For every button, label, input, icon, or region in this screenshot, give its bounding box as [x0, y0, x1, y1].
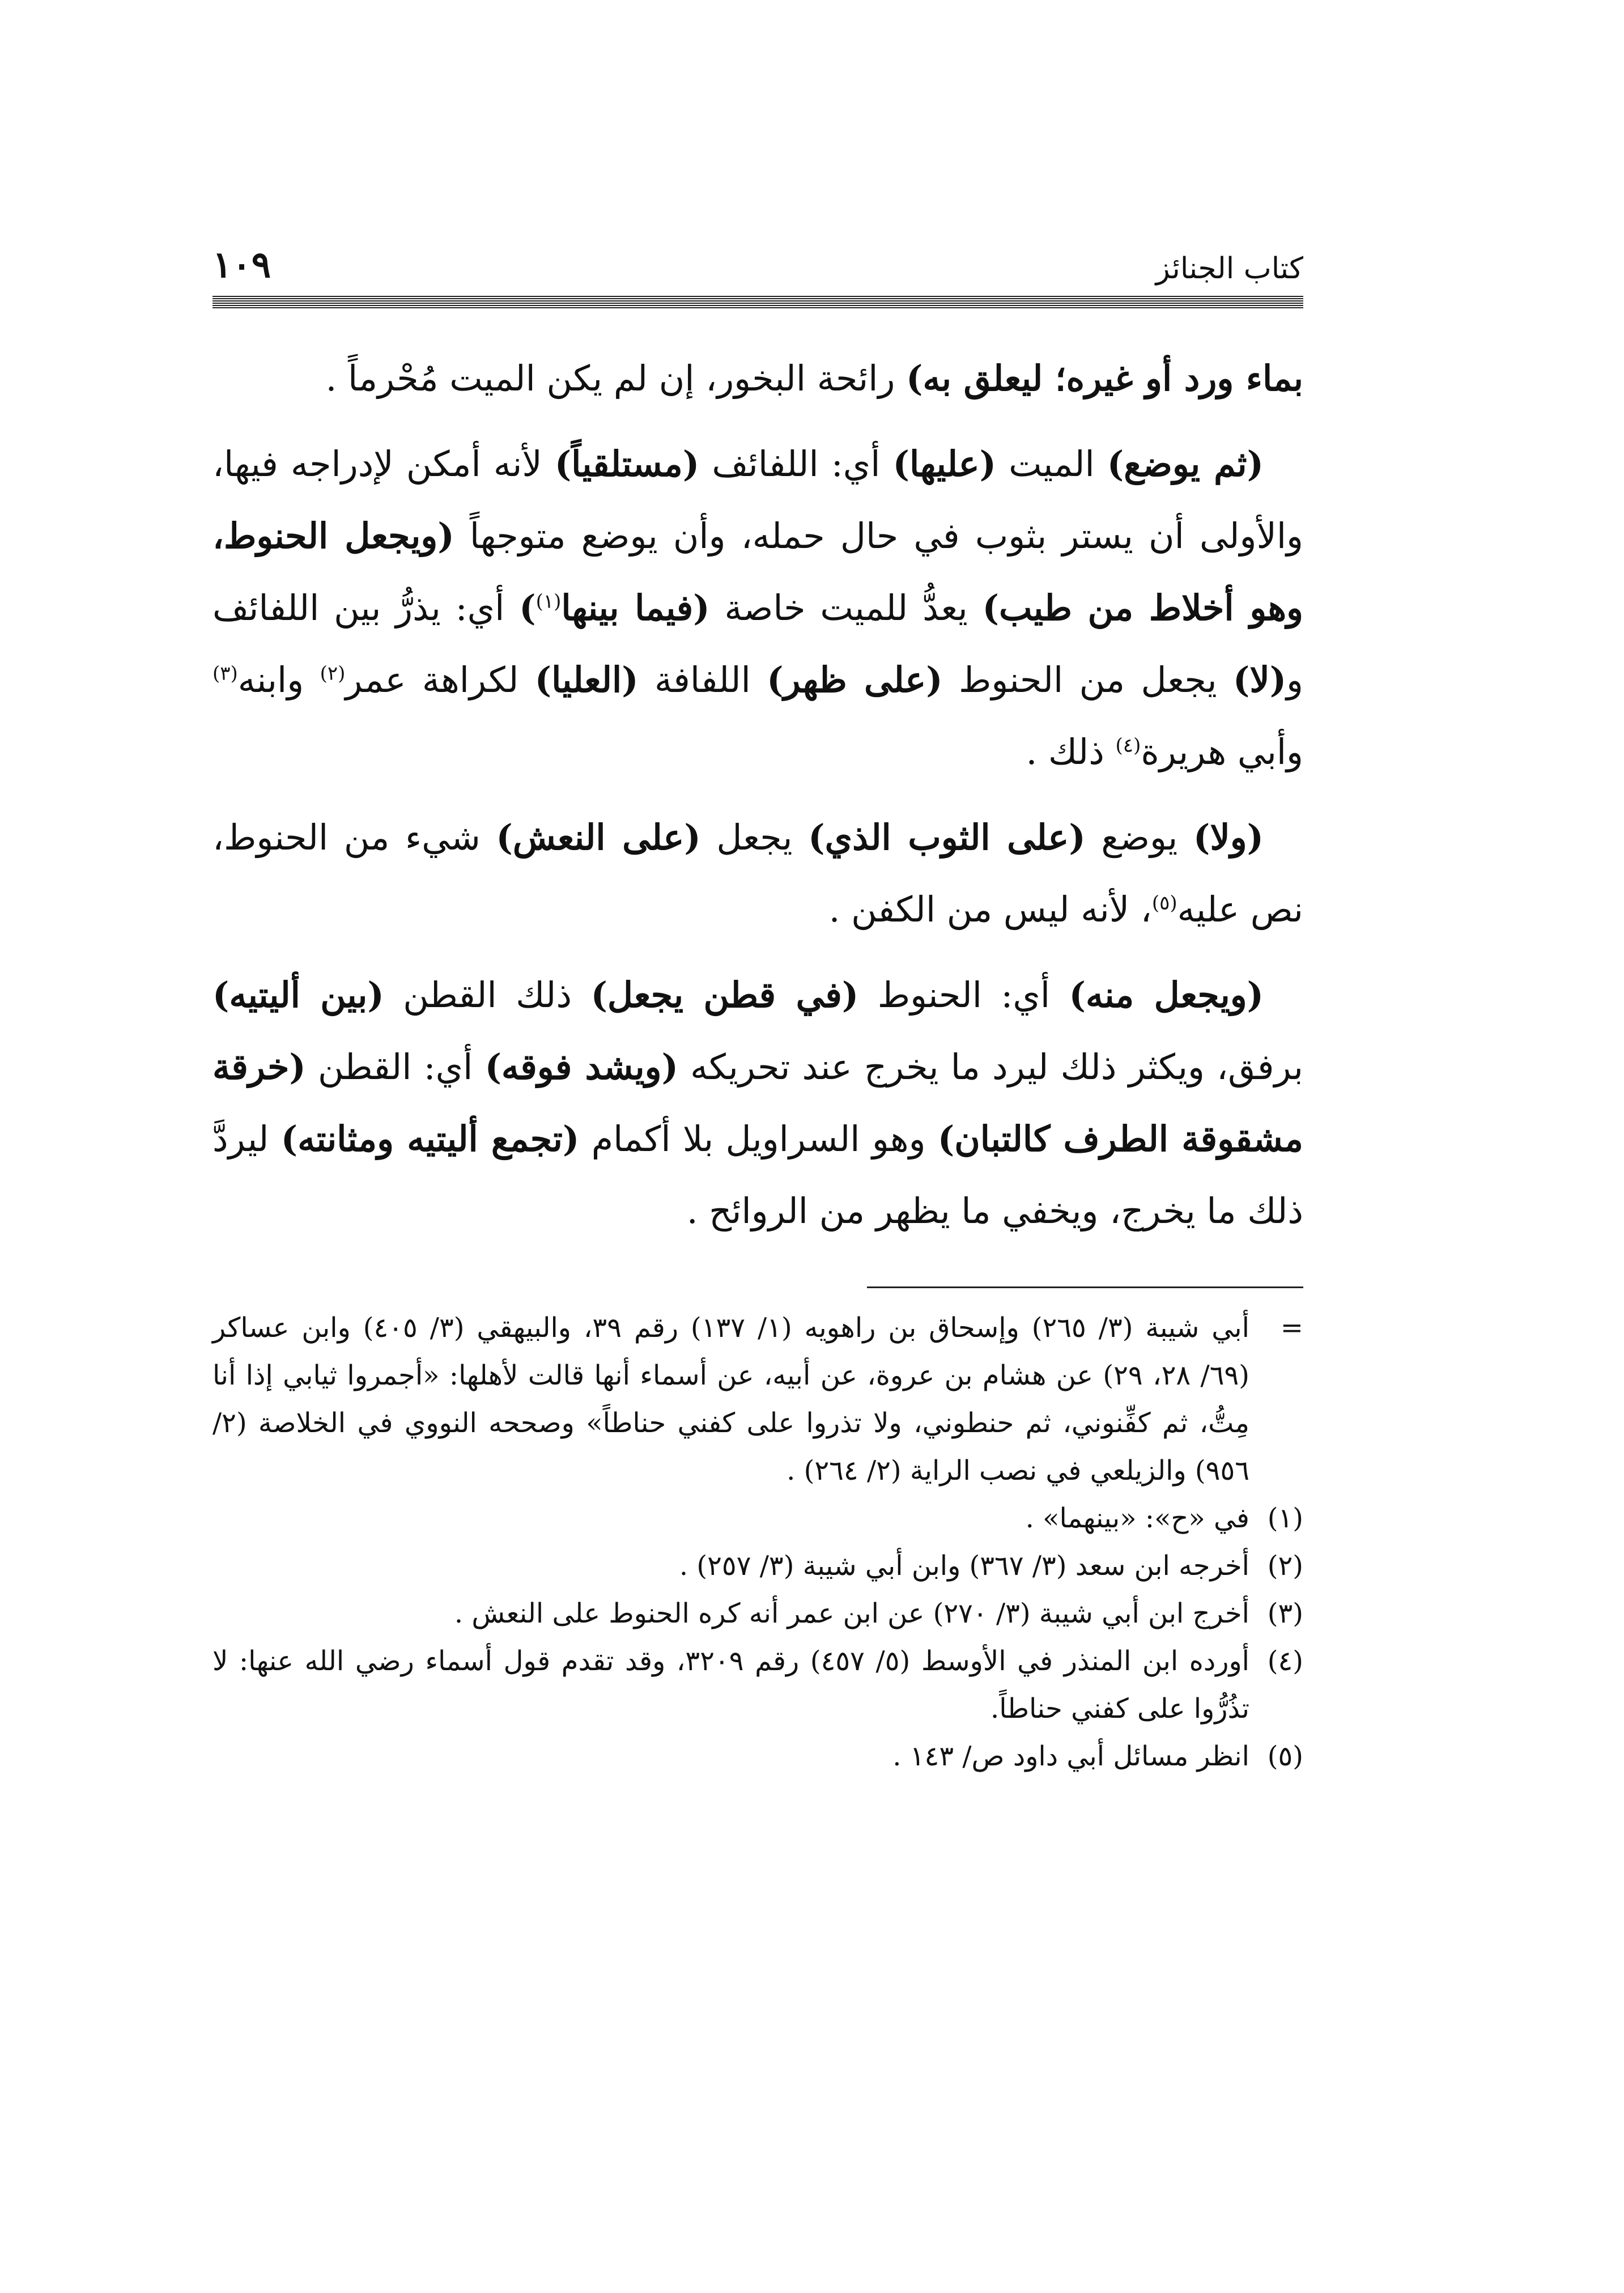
sharh-text: وابنه: [237, 659, 320, 700]
book-page: [212, 232, 1303, 1780]
footnote-1: [212, 1494, 1303, 1542]
footnote-4: [212, 1637, 1303, 1733]
footnote-5: [212, 1733, 1303, 1780]
footnote-mark: =: [1280, 1312, 1303, 1344]
matn-text: (عليها): [892, 443, 997, 485]
matn-text: (تجمع أليتيه ومثانته): [280, 1118, 580, 1160]
main-text: [212, 342, 1303, 1247]
footnote-mark: (٤): [1267, 1645, 1303, 1677]
matn-text: (فيما بينها: [561, 587, 710, 629]
footnote-mark: (٥): [1267, 1740, 1303, 1772]
matn-text: (في قطن يجعل): [590, 974, 859, 1016]
footnote-separator: [867, 1286, 1303, 1288]
matn-text: (ويجعل منه): [1069, 974, 1264, 1016]
footnote-2: [212, 1542, 1303, 1590]
sharh-text: لكراهة عمر: [345, 659, 535, 700]
footnote-text: انظر مسائل أبي داود ص/ ١٤٣ .: [892, 1740, 1249, 1772]
matn-text: (بين أليتيه): [212, 974, 384, 1016]
paragraph-4: [212, 959, 1303, 1247]
footnote-continuation: [212, 1304, 1303, 1494]
footnote-ref-4[interactable]: (٤): [1115, 734, 1141, 757]
sharh-text: أي: يذرُّ بين اللفائف و: [212, 587, 1303, 700]
sharh-text: أي: اللفائف: [699, 443, 893, 485]
sharh-text: يوضع: [1085, 817, 1193, 858]
footnote-text: أبي شيبة (٣/ ٢٦٥) وإسحاق بن راهويه (١/ ١٣٧) رقم ٣٩، والبيهقي (٣/ ٤٠٥) وابن عساكر (٦٩/ ٢٨، ٢٩) عن هشام بن عروة، عن أبيه، عن أسماء أنها قالت لأهلها: «أجمروا ثيابي إذا أنا مِتُّ، ثم كفِّنوني، ثم حنطوني، ولا تذروا على كفني حناطاً» وصححه النووي في الخلاصة (٢/ ٩٥٦) والزيلعي في نصب الراية (٢/ ٢٦٤) .: [212, 1312, 1250, 1487]
sharh-text: ذلك القطن: [384, 974, 591, 1016]
matn-text: (ويشد فوقه): [484, 1046, 678, 1088]
footnote-ref-2[interactable]: (٢): [320, 662, 346, 685]
matn-text: (لا): [1233, 659, 1287, 700]
matn-text: (ولا): [1193, 817, 1264, 858]
book-title: كتاب الجنائز: [1155, 252, 1303, 286]
page-number: ١٠٩: [212, 244, 271, 286]
matn-text: (على الثوب الذي): [808, 817, 1086, 858]
footnote-text: أخرج ابن أبي شيبة (٣/ ٢٧٠) عن ابن عمر أنه كره الحنوط على النعش .: [454, 1598, 1249, 1629]
sharh-text: ، لأنه ليس من الكفن .: [828, 889, 1152, 930]
matn-text: بماء ورد أو غيره؛ ليعلق به): [906, 358, 1303, 399]
footnote-text: أورده ابن المنذر في الأوسط (٥/ ٤٥٧) رقم ٣٢٠٩، وقد تقدم قول أسماء رضي الله عنها: لا تذُرُّوا على كفني حناطاً.: [212, 1645, 1250, 1725]
footnote-text: في «ح»: «بينهما» .: [1025, 1502, 1249, 1534]
sharh-text: وأبي هريرة: [1141, 731, 1303, 772]
sharh-text: أي: القطن: [305, 1046, 485, 1088]
matn-text: (العليا): [534, 659, 639, 700]
sharh-text: ذلك .: [1026, 731, 1116, 772]
matn-text: (خرقة مشقوقة الطرف كالتبان): [212, 1046, 1303, 1160]
sharh-text: ليردَّ ذلك ما يخرج، ويخفي ما يظهر من الروائح .: [212, 1118, 1303, 1232]
matn-text: (ثم يوضع): [1107, 443, 1264, 485]
sharh-text: شيء من الحنوط، نص عليه: [212, 817, 1303, 930]
paragraph-1: [212, 342, 1303, 414]
sharh-text: لأنه أمكن لإدراجه فيها، والأولى أن يستر بثوب في حال حمله، وأن يوضع متوجهاً: [212, 443, 1303, 557]
running-head: [212, 232, 1303, 286]
matn-text: (على ظهر): [767, 659, 943, 700]
footnote-ref-3[interactable]: (٣): [212, 662, 238, 685]
header-rule: [212, 296, 1303, 308]
footnote-mark: (٣): [1267, 1598, 1303, 1629]
matn-text: (على النعش): [496, 817, 701, 858]
sharh-text: الميت: [996, 443, 1107, 485]
footnote-mark: (٢): [1267, 1550, 1303, 1582]
sharh-text: يعدُّ للميت خاصة: [709, 587, 983, 629]
footnote-ref-5[interactable]: (٥): [1151, 891, 1177, 915]
footnote-text: أخرجه ابن سعد (٣/ ٣٦٧) وابن أبي شيبة (٣/ ٢٥٧) .: [679, 1550, 1249, 1582]
matn-text: (ويجعل الحنوط، وهو أخلاط من طيب): [212, 515, 1303, 629]
matn-text: (مستلقياً): [554, 443, 700, 485]
footnote-mark: (١): [1267, 1502, 1303, 1534]
sharh-text: اللفافة: [638, 659, 767, 700]
matn-text: ): [519, 587, 536, 629]
paragraph-3: [212, 801, 1303, 945]
sharh-text: رائحة البخور، إن لم يكن الميت مُحْرماً .: [325, 358, 907, 399]
sharh-text: برفق، ويكثر ذلك ليرد ما يخرج عند تحريكه: [678, 1046, 1303, 1088]
sharh-text: أي: الحنوط: [858, 974, 1069, 1016]
paragraph-2: [212, 428, 1303, 788]
sharh-text: يجعل: [700, 817, 809, 858]
sharh-text: وهو السراويل بلا أكمام: [579, 1118, 938, 1160]
footnote-ref-1[interactable]: (١): [535, 590, 562, 613]
footnote-3: [212, 1590, 1303, 1637]
footnotes: [212, 1304, 1303, 1780]
sharh-text: يجعل من الحنوط: [942, 659, 1234, 700]
